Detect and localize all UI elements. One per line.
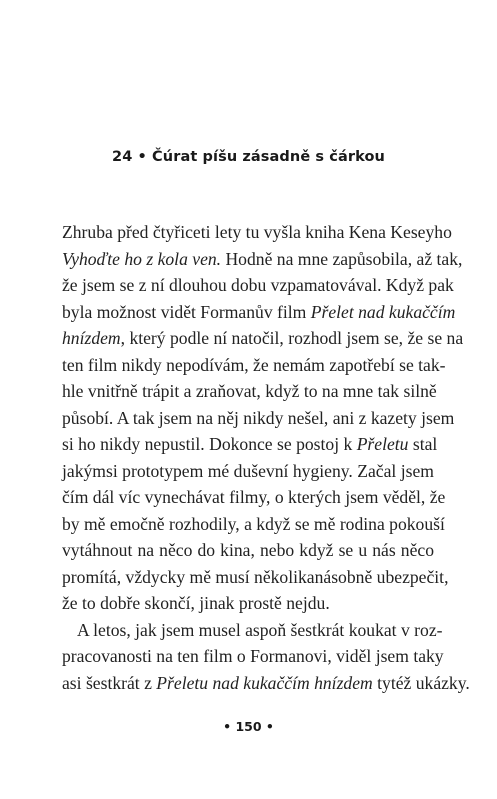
text-segment: promítá, vždycky mě musí několikanásobně ubezpečit, bbox=[62, 566, 449, 587]
text-line bbox=[62, 537, 434, 564]
text-segment: stal bbox=[408, 434, 438, 454]
text-segment: hle vnitřně trápit a zraňovat, když to na mne tak silně bbox=[62, 381, 437, 401]
paragraph bbox=[62, 617, 470, 697]
text-segment: že jsem se z ní dlouhou dobu vzpamatovával. Když pak bbox=[62, 275, 454, 295]
text-segment: byla možnost vidět Formanův film bbox=[62, 301, 311, 322]
italic-segment: Přelet nad kukaččím bbox=[310, 301, 456, 322]
text-line bbox=[62, 511, 445, 538]
text-line bbox=[62, 272, 454, 299]
text-segment: jakýmsi prototypem mé duševní hygieny. Začal jsem bbox=[62, 460, 434, 481]
text-line bbox=[62, 670, 470, 697]
italic-segment: Vyhoďte ho z kola ven. bbox=[62, 248, 222, 269]
text-line bbox=[62, 405, 455, 432]
text-segment: ten film nikdy nepodívám, že nemám zapotřebí se tak- bbox=[62, 354, 446, 375]
text-line bbox=[62, 352, 446, 379]
text-segment: Hodně na mne zapůsobila, až tak, bbox=[221, 248, 463, 269]
text-line bbox=[62, 431, 438, 458]
text-line bbox=[62, 378, 437, 405]
text-line bbox=[62, 458, 434, 485]
text-line bbox=[62, 219, 452, 246]
text-line bbox=[62, 617, 443, 644]
text-segment: Zhruba před čtyřiceti lety tu vyšla kniha Kena Keseyho bbox=[62, 222, 452, 242]
text-line bbox=[62, 590, 434, 617]
italic-segment: Přeletu nad kukaččím hnízdem bbox=[156, 672, 373, 693]
text-segment: A letos, jak jsem musel aspoň šestkrát koukat v roz- bbox=[77, 619, 443, 640]
text-segment: tytéž ukázky. bbox=[372, 672, 470, 693]
text-segment: působí. A tak jsem na něj nikdy nešel, ani z kazety jsem bbox=[62, 407, 455, 428]
paragraph bbox=[62, 219, 464, 617]
text-line bbox=[62, 564, 449, 591]
text-line bbox=[62, 643, 444, 670]
text-segment: by mě emočně rozhodily, a když se mě rodina pokouší bbox=[62, 513, 445, 534]
page-number: • 150 • bbox=[223, 719, 274, 734]
italic-segment: hnízdem bbox=[62, 328, 121, 348]
text-segment: vytáhnout na něco do kina, nebo když se u nás něco bbox=[62, 540, 434, 560]
text-line bbox=[62, 299, 456, 326]
text-line bbox=[62, 325, 464, 352]
text-line bbox=[62, 484, 446, 511]
body-text bbox=[62, 219, 470, 696]
text-segment: , který podle ní natočil, rozhodl jsem se, že se na bbox=[120, 328, 464, 348]
text-segment: čím dál víc vynechávat filmy, o kterých jsem věděl, že bbox=[62, 487, 446, 507]
italic-segment: Přeletu bbox=[356, 434, 409, 454]
chapter-title: 24 • Čúrat píšu zásadně s čárkou bbox=[112, 149, 385, 165]
text-line bbox=[62, 246, 463, 273]
text-segment: že to dobře skončí, jinak prostě nejdu. bbox=[62, 593, 330, 613]
text-segment: asi šestkrát z bbox=[62, 672, 157, 693]
text-segment: pracovanosti na ten film o Formanovi, viděl jsem taky bbox=[62, 646, 444, 666]
text-segment: si ho nikdy nepustil. Dokonce se postoj k bbox=[62, 434, 357, 454]
